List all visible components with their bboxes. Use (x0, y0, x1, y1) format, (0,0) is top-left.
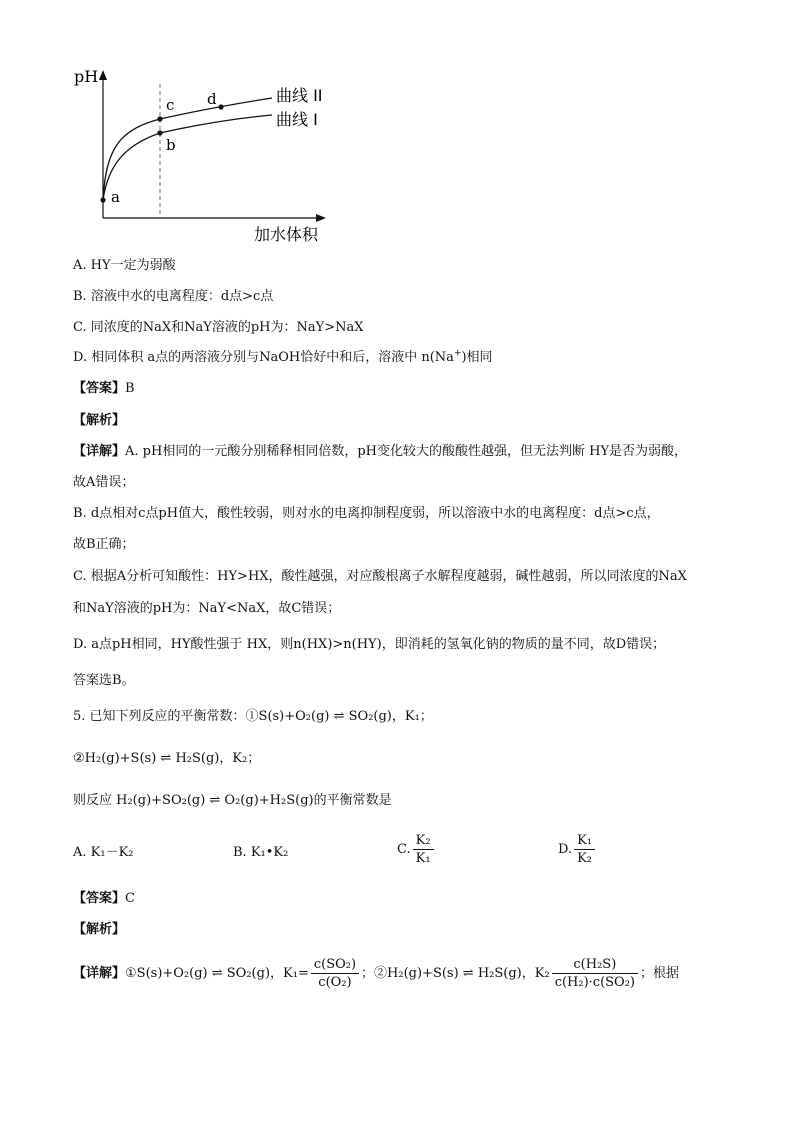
q4-detail-line-4: 故B正确； (73, 537, 135, 552)
label-c: c (166, 96, 175, 114)
point-a (100, 197, 105, 202)
y-axis-arrow (99, 70, 107, 80)
curve-2 (103, 98, 272, 200)
q4-option-b: B. 溶液中水的电离程度：d点>c点 (73, 289, 274, 304)
point-b (157, 130, 162, 135)
x-axis-label: 加水体积 (254, 225, 319, 244)
q4-conclusion: 答案选B。 (73, 673, 135, 688)
label-b: b (166, 136, 176, 154)
q4-option-a: A. HY一定为弱酸 (73, 258, 176, 273)
q4-answer: 【答案】B (73, 381, 135, 396)
q5-analysis-label: 【解析】 (73, 922, 126, 937)
q5-detail-line: 【详解】①S(s)+O₂(g) ⇌ SO₂(g)，K₁= $\frac{\text{c(SO₂)}}{\text{c(O₂)}}$ ；②H₂(g)+S(s) ⇌ H₂S(g)，K₂ $\frac{\text{c(H₂S)}}{\text{c(H₂)·c(SO₂)}}$ ；根据 (73, 957, 680, 990)
q5-option-d: D. $\frac{\text{K₁}}{\text{K₂}}$ (558, 832, 597, 867)
q5-stem-3: 则反应 H₂(g)+SO₂(g) ⇌ O₂(g)+H₂S(g)的平衡常数是 (73, 793, 392, 808)
curve-1 (103, 115, 272, 200)
x-axis-arrow (316, 214, 326, 222)
q5-option-c: C. $\frac{\text{K₂}}{\text{K₁}}$ (397, 832, 436, 867)
ph-dilution-graph (0, 0, 794, 250)
q5-stem-2: ②H₂(g)+S(s) ⇌ H₂S(g)，K₂； (73, 751, 261, 766)
q4-detail-line-5: C. 根据A分析可知酸性：HY>HX，酸性越强，对应酸根离子水解程度越弱，碱性越弱，所以同浓度的NaX (73, 569, 687, 584)
curve-1-label: 曲线 I (276, 110, 318, 129)
q5-stem-1: 5. 已知下列反应的平衡常数：①S(s)+O₂(g) ⇌ SO₂(g)，K₁； (73, 709, 433, 724)
curve-2-label: 曲线 II (276, 86, 323, 105)
q4-detail-line-1: 【详解】A. pH相同的一元酸分别稀释相同倍数，pH变化较大的酸酸性越强，但无法判断 HY是否为弱酸， (73, 444, 688, 459)
y-axis-label: pH (74, 67, 99, 86)
label-d: d (207, 90, 217, 108)
point-d (218, 104, 223, 109)
q5-option-a: A. K₁－K₂ (73, 845, 134, 860)
q4-detail-line-3: B. d点相对c点pH值大，酸性较弱，则对水的电离抑制程度弱，所以溶液中水的电离程度：d点>c点， (73, 506, 660, 521)
q4-analysis-label: 【解析】 (73, 413, 126, 428)
point-c (157, 116, 162, 121)
label-a: a (111, 188, 120, 206)
q4-detail-line-6: 和NaY溶液的pH为：NaY<NaX，故C错误； (73, 601, 341, 616)
q4-option-d: D. 相同体积 a点的两溶液分别与NaOH恰好中和后，溶液中 n(Na+)相同 (73, 348, 493, 365)
q4-detail-line-2: 故A错误； (73, 475, 135, 490)
q5-option-b: B. K₁•K₂ (233, 845, 289, 860)
q5-answer: 【答案】C (73, 891, 135, 906)
q4-detail-line-7: D. a点pH相同，HY酸性强于 HX，则n(HX)>n(HY)，即消耗的氢氧化钠的物质的量不同，故D错误； (73, 637, 666, 652)
q4-option-c: C. 同浓度的NaX和NaY溶液的pH为：NaY>NaX (73, 320, 364, 335)
